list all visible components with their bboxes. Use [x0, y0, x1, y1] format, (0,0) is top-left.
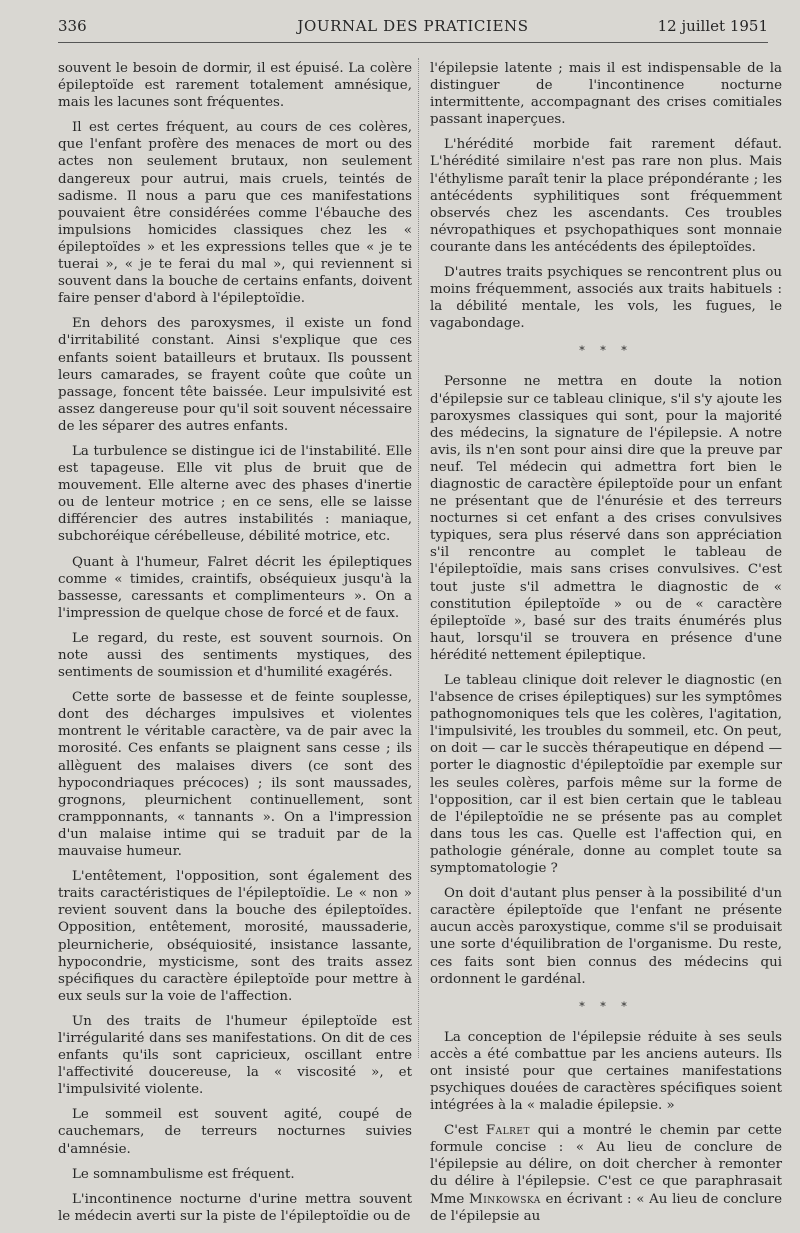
page-number: 336	[58, 17, 87, 35]
paragraph: L'entêtement, l'opposition, sont également des traits caractéristiques de l'épileptoïdie. Le « non » revient souvent dans la bouche des épileptoïdes. Opposition, entêtement, morosité, maussaderie, pleurnicherie, obséquiosité, insistance lassante, hypocondrie, mysticisme, sont des traits assez spécifiques du caractère épileptoïde pour mettre à eux seuls sur la voie de l'affection.	[58, 869, 412, 1004]
paragraph	[430, 1122, 782, 1225]
text-run: en écrivant : « Au lieu de conclure de l'épilepsie au	[430, 1191, 782, 1224]
left-column	[58, 60, 412, 1233]
paragraph: Quant à l'humeur, Falret décrit les épileptiques comme « timides, craintifs, obséquieux jusqu'à la bassesse, caressants et complimenteurs ». On a l'impression de quelque chose de forcé et de faux.	[58, 554, 412, 621]
running-header	[58, 17, 768, 39]
column-divider	[418, 58, 419, 1058]
paragraph: La turbulence se distingue ici de l'instabilité. Elle est tapageuse. Elle vit plus de bruit que de mouvement. Elle alterne avec des phases d'inertie ou de lenteur motrice ; en ce sens, elle se laisse différencier des autres instabilités : maniaque, subchoréique cérébelleuse, débilité motrice, etc.	[58, 443, 412, 545]
paragraph: Le tableau clinique doit relever le diagnostic (en l'absence de crises épileptiques) sur les symptômes pathognomoniques tels que les colères, l'agitation, l'impulsivité, les troubles du sommeil, etc. On peut, on doit — car le succès thérapeutique en dépend — porter le diagnostic d'épileptoïdie par exemple sur les seules colères, parfois même sur la forme de l'opposition, car il est bien certain que le tableau de l'épileptoïdie ne se présente pas au complet dans tous les cas. Quelle est l'affection qui, en pathologie générale, donne au complet toute sa symptomatologie ?	[430, 673, 782, 877]
paragraph: On doit d'autant plus penser à la possibilité d'un caractère épileptoïde que l'enfant ne présente aucun accès paroxystique, comme s'il se produisait une sorte d'équilibration de l'organisme. Du reste, ces faits sont bien connus des médecins qui ordonnent le gardénal.	[430, 886, 782, 987]
section-separator: * * *	[579, 344, 633, 358]
text-run: C'est	[444, 1123, 486, 1139]
paragraph: Le sommeil est souvent agité, coupé de cauchemars, de terreurs nocturnes suivies d'amnésie.	[58, 1107, 412, 1157]
paragraph: Le regard, du reste, est souvent sournois. On note aussi des sentiments mystiques, des sentiments de soumission et d'humilité exagérés.	[58, 630, 412, 681]
header-rule	[58, 42, 768, 43]
right-column	[430, 60, 782, 1233]
author-name: Minkowska	[469, 1191, 541, 1207]
paragraph: Personne ne mettra en doute la notion d'épilepsie sur ce tableau clinique, s'il s'y ajoute les paroxysmes classiques qui sont, pour la majorité des médecins, la signature de l'épilepsie. A notre avis, ils n'en sont pour ainsi dire que la preuve par neuf. Tel médecin qui admettra fort bien le diagnostic de caractère épileptoïde pour un enfant ne présentant que de l'énurésie et des terreurs nocturnes si cet enfant a des crises convulsives typiques, sera plus réservé dans son appréciation s'il rencontre au complet le tableau de l'épileptoïdie, mais sans crises convulsives. C'est tout juste s'il admettra le diagnostic de « constitution épileptoïde » ou de « caractère épileptoïde », basé sur des traits énumérés plus haut, lorsqu'il se trouvera en présence d'une hérédité nettement épileptique.	[430, 374, 782, 663]
paragraph: Il est certes fréquent, au cours de ces colères, que l'enfant profère des menaces de mort ou des actes non seulement brutaux, non seulement dangereux pour autrui, mais cruels, teintés de sadisme. Il nous a paru que ces manifestations pouvaient être considérées comme l'ébauche des impulsions homicides classiques chez les « épileptoïdes » et les expressions telles que « je te tuerai », « je te ferai du mal », qui reviennent si souvent dans la bouche de certains enfants, doivent faire penser d'abord à l'épileptoïdie.	[58, 120, 412, 307]
paragraph: Cette sorte de bassesse et de feinte souplesse, dont des décharges impulsives et violentes montrent le véritable caractère, va de pair avec la morosité. Ces enfants se plaignent sans cesse ; ils allèguent des malaises divers (ce sont des hypocondriaques précoces) ; ils sont maussades, grognons, pleurnichent continuellement, sont crampponnants, « tannants ». On a l'impression d'un malaise intime qui se traduit par de la mauvaise humeur.	[58, 690, 412, 860]
section-separator: * * *	[579, 999, 633, 1013]
paragraph: D'autres traits psychiques se rencontrent plus ou moins fréquemment, associés aux traits habituels : la débilité mentale, les vols, les fugues, le vagabondage.	[430, 265, 782, 332]
paragraph: Un des traits de l'humeur épileptoïde est l'irrégularité dans ses manifestations. On dit de ces enfants qu'ils sont capricieux, oscillant entre l'affectivité doucereuse, la « viscosité », et l'impulsivité violente.	[58, 1013, 412, 1098]
author-name: Falret	[485, 1123, 531, 1139]
paragraph: L'hérédité morbide fait rarement défaut. L'hérédité similaire n'est pas rare non plus. Mais l'éthylisme paraît tenir la place prépondérante ; les antécédents syphilitiques sont fréquemment observés chez les ascendants. Ces troubles névropathiques et psychopathiques sont monnaie courante dans les antécédents des épileptoïdes.	[430, 137, 782, 255]
issue-date: 12 juillet 1951	[657, 17, 768, 35]
paragraph: L'incontinence nocturne d'urine mettra souvent le médecin averti sur la piste de l'épileptoïdie ou de	[58, 1191, 412, 1224]
text-run: qui a montré le chemin par cette formule concise : « Au lieu de conclure de l'épilepsie au délire, on doit chercher à remonter du délire à l'épilepsie. C'est ce que paraphrasait Mme	[430, 1123, 782, 1207]
paragraph: En dehors des paroxysmes, il existe un fond d'irritabilité constant. Ainsi s'explique que ces enfants soient batailleurs et brutaux. Ils poussent leurs camarades, se frayent coûte que coûte un passage, foncent tête baissée. Leur impulsivité est assez dangereuse pour qu'il soit souvent nécessaire de les séparer des autres enfants.	[58, 316, 412, 434]
paragraph: Le somnambulisme est fréquent.	[72, 1166, 295, 1182]
paragraph: l'épilepsie latente ; mais il est indispensable de la distinguer de l'incontinence nocturne intermittente, accompagnant des crises comitiales passant inaperçues.	[430, 61, 782, 128]
journal-title: JOURNAL DES PRATICIENS	[297, 17, 529, 35]
paragraph: La conception de l'épilepsie réduite à ses seuls accès a été combattue par les anciens auteurs. Ils ont insisté pour que certaines manifestations psychiques douées de caractères spécifiques soient intégrées à la « maladie épilepsie. »	[430, 1029, 782, 1114]
paragraph: souvent le besoin de dormir, il est épuisé. La colère épileptoïde est rarement totalement amnésique, mais les lacunes sont fréquentes.	[58, 61, 412, 111]
